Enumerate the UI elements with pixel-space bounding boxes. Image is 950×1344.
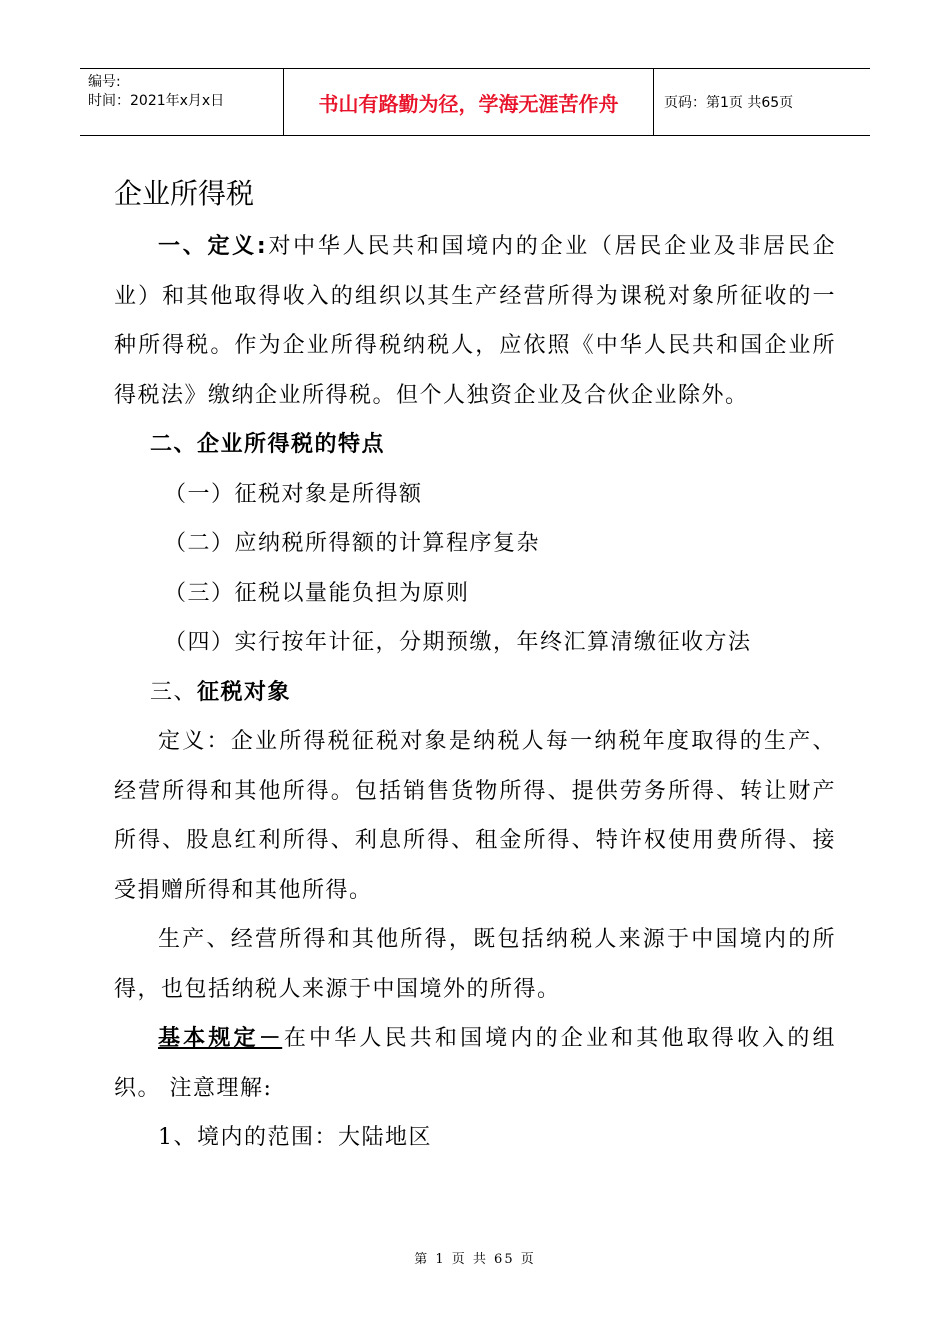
section-3-definition: 定义：企业所得税征税对象是纳税人每一纳税年度取得的生产、经营所得和其他所得。包括销售货物所得、提供劳务所得、转让财产所得、股息红利所得、利息所得、租金所得、特许权使用费所得、接受捐赠所得和其他所得。: [114, 729, 836, 903]
document-title: 企业所得税: [114, 177, 255, 210]
section-1-heading: 一、定义:: [158, 234, 268, 259]
section-3-heading: [114, 668, 836, 718]
document-number-label: 编号:: [88, 74, 121, 90]
basic-rule-label: 基本规定－: [158, 1026, 283, 1051]
page-footer: 第 1 页 共 65 页: [414, 1252, 536, 1267]
section-1-paragraph: [114, 222, 836, 420]
header-meta: [80, 69, 283, 135]
section-1-text: 对中华人民共和国境内的企业（居民企业及非居民企业）和其他取得收入的组织以其生产经营所得为课税对象所征收的一种所得税。作为企业所得税纳税人，应依照《中华人民共和国企业所得税法》缴纳企业所得税。但个人独资企业及合伙企业除外。: [114, 234, 836, 408]
section-2-item: （三）征税以量能负担为原则: [164, 580, 470, 606]
page-header: [80, 68, 870, 136]
section-3-heading-prefix: 三、: [150, 679, 198, 705]
section-3-paragraph: 生产、经营所得和其他所得，既包括纳税人来源于中国境内的所得，也包括纳税人来源于中国境外的所得。: [114, 927, 836, 1002]
basic-rule-text: 在中华人民共和国境内的企业和其他取得收入的组织。 注意理解:: [114, 1026, 836, 1101]
section-2-item: （二）应纳税所得额的计算程序复杂: [164, 531, 541, 556]
scope-item-1: 1、境内的范围：大陆地区: [158, 1125, 432, 1150]
document-body: [114, 222, 836, 1163]
header-page-info: 页码：第1页 共65页: [664, 95, 794, 111]
header-motto: 书山有路勤为径，学海无涯苦作舟: [283, 69, 654, 135]
section-2-heading: 二、企业所得税的特点: [150, 432, 386, 457]
section-3-heading-text: 征税对象: [197, 679, 292, 705]
section-2-item: （一）征税对象是所得额: [164, 481, 423, 507]
basic-rule-paragraph: [114, 1014, 836, 1113]
document-date: 时间：2021年x月x日: [88, 93, 225, 109]
section-2-item: （四）实行按年计征，分期预缴，年终汇算清缴征收方法: [164, 630, 752, 655]
